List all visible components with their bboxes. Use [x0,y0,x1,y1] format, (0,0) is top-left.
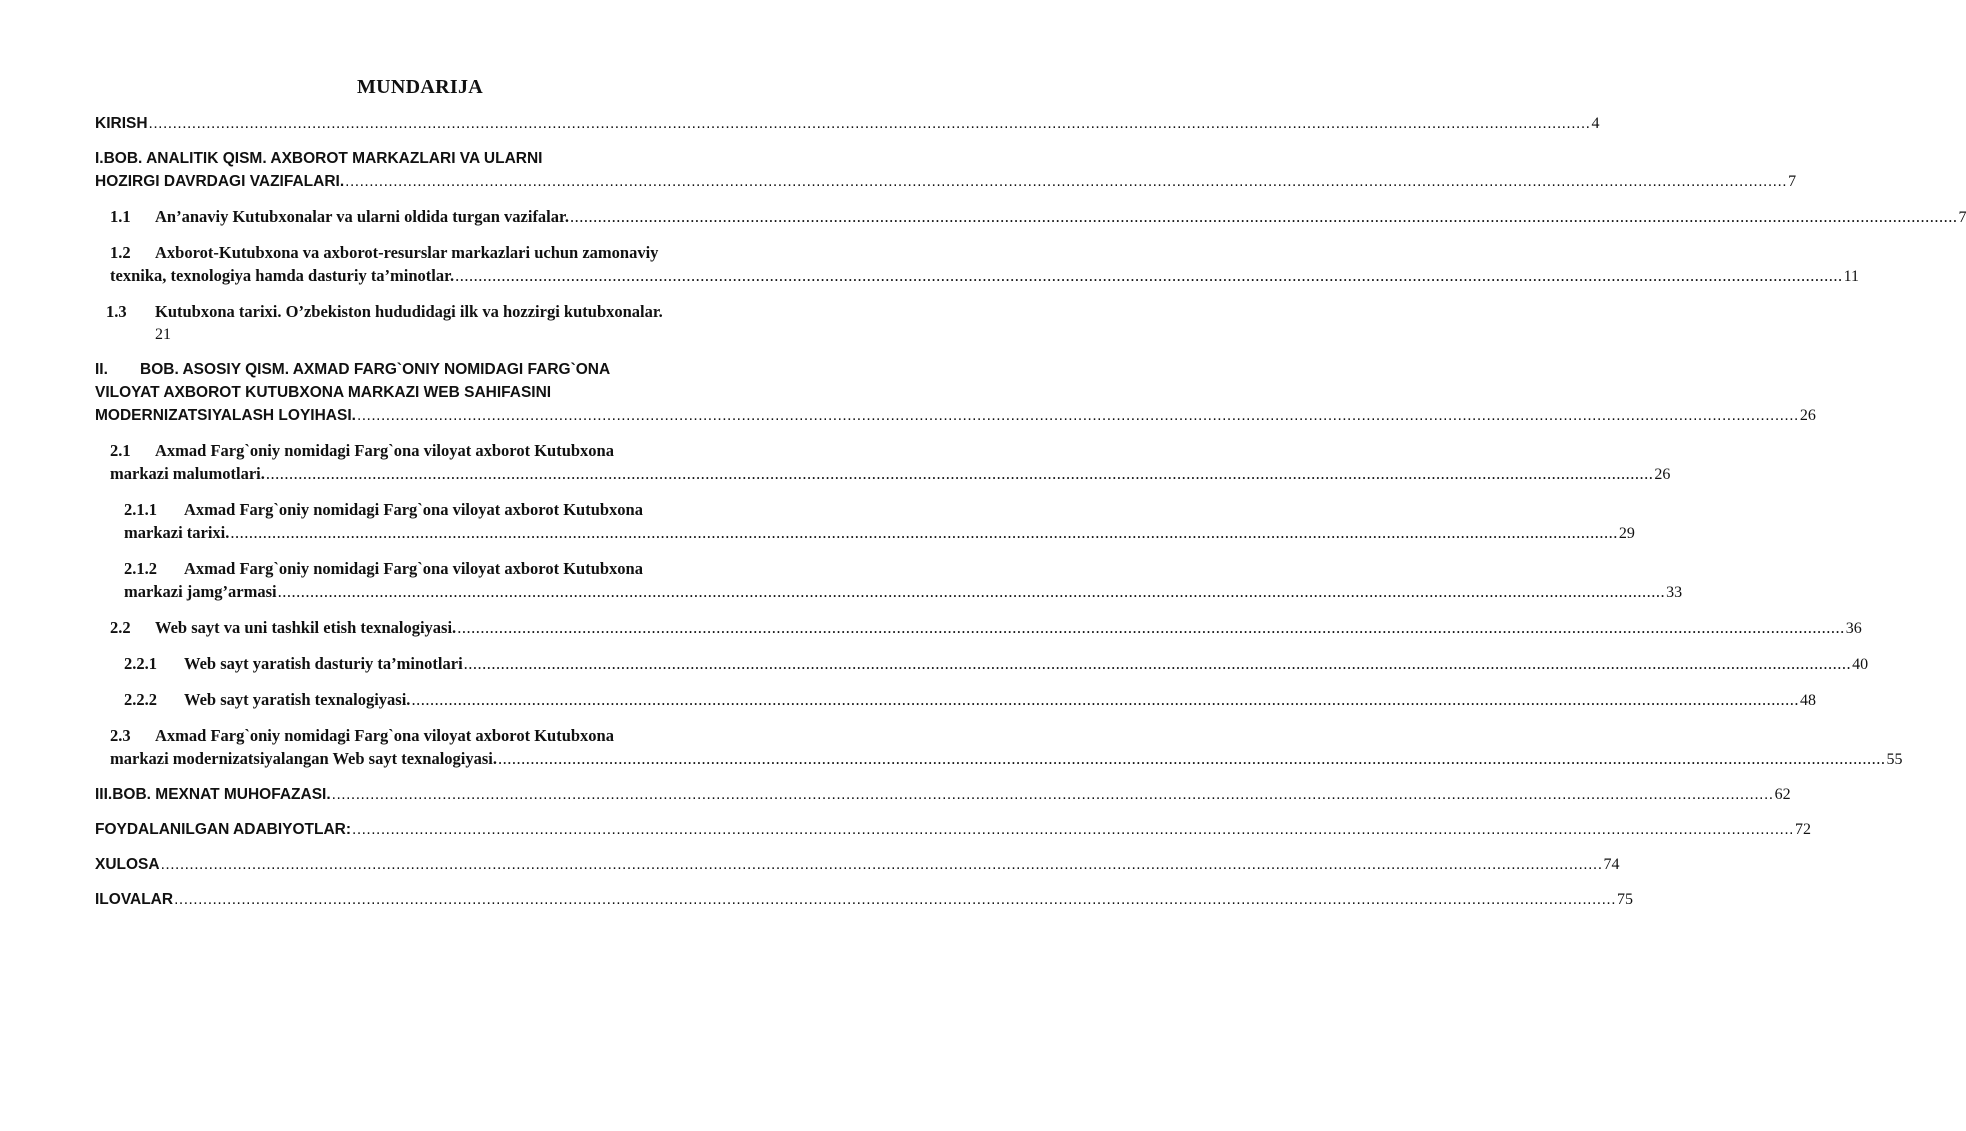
section-number: 2.1.1 [124,500,157,519]
toc-entry-bob2[interactable] [95,358,1816,427]
leader-dots: ............................................................................................................................................................................................................................................................................................................ [277,582,1666,601]
leader-dots: ............................................................................................................................................................................................................................................................................................................ [345,173,1788,190]
toc-entry-ilovalar[interactable] [95,888,1633,911]
section-number: 2.2.1 [124,654,157,673]
toc-page-number: 4 [1591,115,1600,132]
leader-dots: ............................................................................................................................................................................................................................................................................................................ [331,786,1774,803]
toc-page-number: 7 [1958,209,1966,226]
leader-dots: ............................................................................................................................................................................................................................................................................................................ [455,266,1843,285]
toc-page-number: 40 [1852,656,1869,673]
toc-entry-title-line1: Axmad Farg`oniy nomidagi Farg`ona viloyat axborot Kutubxona [155,441,614,460]
toc-entry-title: ILOVALAR [95,891,174,908]
toc-page-number: 29 [1618,525,1635,542]
toc-entry-title-line2: markazi modernizatsiyalangan Web sayt texnalogiyasi. [110,749,497,768]
toc-entry-title-line1: I.BOB. ANALITIK QISM. AXBOROT MARKAZLARI VA ULARNI [95,150,543,167]
leader-dots: ............................................................................................................................................................................................................................................................................................................ [411,690,1799,709]
section-number: 1.3 [106,302,127,321]
section-number: 1.2 [110,243,131,262]
leader-dots: ............................................................................................................................................................................................................................................................................................................ [174,891,1616,908]
toc-entry-title-line2: markazi tarixi. [124,523,230,542]
toc-entry-xulosa[interactable] [95,853,1620,876]
section-number: 2.1 [110,441,131,460]
toc-entry-2-2[interactable] [110,616,1862,640]
page-title: MUNDARIJA [356,76,484,98]
toc-page-number: 11 [1843,268,1859,285]
leader-dots: ............................................................................................................................................................................................................................................................................................................ [265,464,1654,483]
toc-entry-title-line2: markazi jamg’armasi [124,582,277,601]
toc-entry-title-line1: Axmad Farg`oniy nomidagi Farg`ona viloyat axborot Kutubxona [184,559,643,578]
toc-page-number: 7 [1788,173,1797,190]
toc-entry-title: XULOSA [95,856,160,873]
section-number: 2.3 [110,726,131,745]
section-number: 1.1 [110,207,131,226]
toc-entry-title-line1: Axmad Farg`oniy nomidagi Farg`ona viloyat axborot Kutubxona [155,726,614,745]
section-number: 2.1.2 [124,559,157,578]
leader-dots: ............................................................................................................................................................................................................................................................................................................ [457,618,1845,637]
toc-page-number: 36 [1845,620,1862,637]
leader-dots: ............................................................................................................................................................................................................................................................................................................ [352,821,1794,838]
chapter-number: II. [95,361,108,378]
toc-entry-bob1[interactable] [95,147,1797,193]
toc-entry-title-line2: VILOYAT AXBOROT KUTUBXONA MARKAZI WEB SAHIFASINI [95,384,552,401]
toc-entry-title-line1: Axborot-Kutubxona va axborot-resurslar markazlari uchun zamonaviy [155,243,659,262]
table-of-contents [95,112,1966,923]
leader-dots: ............................................................................................................................................................................................................................................................................................................ [230,523,1618,542]
toc-page-number: 75 [1617,891,1633,908]
leader-dots: ............................................................................................................................................................................................................................................................................................................ [569,207,1958,226]
leader-dots: ............................................................................................................................................................................................................................................................................................................ [498,749,1886,768]
leader-dots: ............................................................................................................................................................................................................................................................................................................ [160,856,1603,873]
leader-dots: ............................................................................................................................................................................................................................................................................................................ [356,407,1799,424]
toc-entry-title: III.BOB. MEXNAT MUHOFAZASI. [95,786,331,803]
leader-dots: ............................................................................................................................................................................................................................................................................................................ [148,115,1591,132]
toc-entry-2-3[interactable] [110,724,1903,771]
toc-entry-title: Web sayt va uni tashkil etish texnalogiyasi. [155,618,457,637]
toc-entry-1-2[interactable] [110,241,1859,288]
toc-page-number: 21 [155,326,171,343]
toc-entry-title-line1: Axmad Farg`oniy nomidagi Farg`ona viloyat axborot Kutubxona [184,500,643,519]
toc-entry-2-2-1[interactable] [124,652,1869,676]
toc-entry-title: An’anaviy Kutubxonalar va ularni oldida turgan vazifalar. [155,207,569,226]
toc-entry-kirish[interactable] [95,112,1600,135]
section-number: 2.2.2 [124,690,157,709]
toc-entry-title: Kutubxona tarixi. O’zbekiston hududidagi ilk va hozzirgi kutubxonalar. [155,302,663,321]
toc-page-number: 33 [1666,584,1683,601]
toc-entry-1-3[interactable] [106,300,742,346]
toc-page-number: 72 [1794,821,1811,838]
toc-entry-title: KIRISH [95,115,148,132]
toc-entry-title-line2: texnika, texnologiya hamda dasturiy ta’minotlar. [110,266,455,285]
toc-entry-2-2-2[interactable] [124,688,1816,712]
toc-page-number: 48 [1799,692,1816,709]
toc-page-number: 55 [1886,751,1903,768]
toc-entry-2-1-1[interactable] [124,498,1635,545]
toc-page-number: 74 [1603,856,1620,873]
toc-entry-1-1[interactable] [110,205,1966,229]
toc-entry-title: Web sayt yaratish texnalogiyasi. [184,690,411,709]
toc-entry-2-1-2[interactable] [124,557,1683,604]
toc-page-number: 62 [1774,786,1791,803]
toc-page-number: 26 [1799,407,1816,424]
toc-entry-bob3[interactable] [95,783,1791,806]
toc-entry-title-line3: MODERNIZATSIYALASH LOYIHASI. [95,407,356,424]
toc-entry-2-1[interactable] [110,439,1671,486]
toc-entry-title-line2: markazi malumotlari. [110,464,265,483]
toc-entry-adabiyotlar[interactable] [95,818,1811,841]
toc-page-number: 26 [1654,466,1671,483]
toc-entry-title: FOYDALANILGAN ADABIYOTLAR: [95,821,352,838]
toc-entry-title: Web sayt yaratish dasturiy ta’minotlari [184,654,463,673]
toc-entry-title-line2: HOZIRGI DAVRDAGI VAZIFALARI. [95,173,345,190]
toc-entry-title-line1: BOB. ASOSIY QISM. AXMAD FARG`ONIY NOMIDAGI FARG`ONA [140,361,611,378]
leader-dots: ............................................................................................................................................................................................................................................................................................................ [463,654,1852,673]
section-number: 2.2 [110,618,131,637]
